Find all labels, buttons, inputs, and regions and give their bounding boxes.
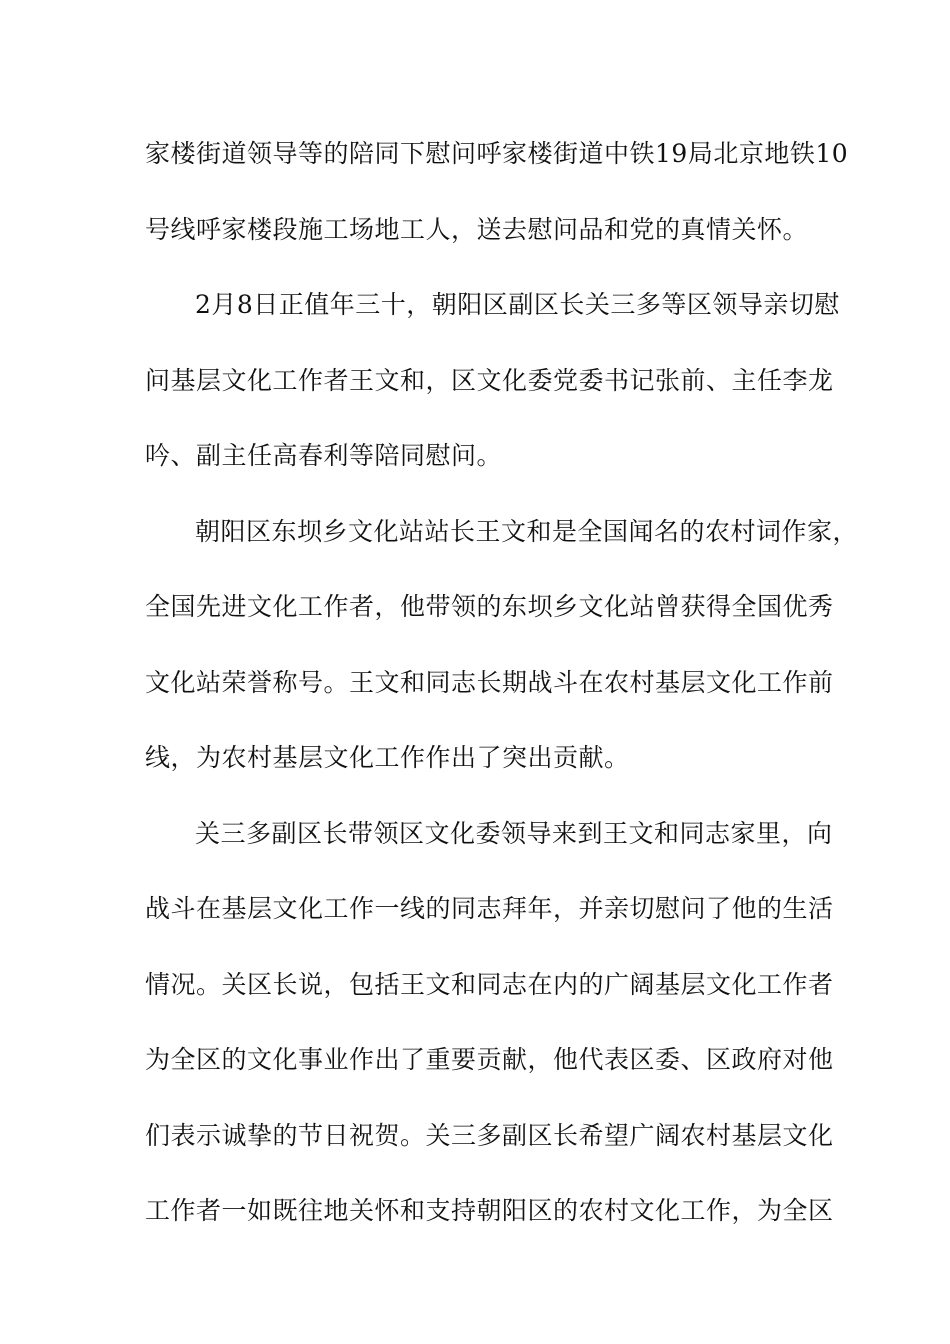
text-line: 情况。关区长说，包括王文和同志在内的广阔基层文化工作者 bbox=[145, 969, 834, 999]
paragraph bbox=[145, 510, 859, 812]
text-line: 问基层文化工作者王文和，区文化委党委书记张前、主任李龙 bbox=[145, 365, 834, 395]
text-line: 文化站荣誉称号。王文和同志长期战斗在农村基层文化工作前 bbox=[145, 667, 834, 697]
text-line: 线，为农村基层文化工作作出了突出贡献。 bbox=[145, 743, 630, 772]
paragraph bbox=[145, 812, 834, 1265]
text-line: 关三多副区长带领区文化委领导来到王文和同志家里，向 bbox=[195, 818, 833, 848]
text-line: 战斗在基层文化工作一线的同志拜年，并亲切慰问了他的生活 bbox=[145, 894, 834, 923]
text-line: 们表示诚挚的节日祝贺。关三多副区长希望广阔农村基层文化 bbox=[145, 1120, 834, 1150]
paragraph bbox=[145, 283, 840, 510]
text-line: 家楼街道领导等的陪同下慰问呼家楼街道中铁19局北京地铁10 bbox=[145, 139, 849, 168]
text-line: 吟、副主任高春利等陪同慰问。 bbox=[145, 441, 503, 470]
text-line: 号线呼家楼段施工场地工人，送去慰问品和党的真情关怀。 bbox=[145, 214, 809, 244]
document-body bbox=[145, 132, 859, 1265]
text-line: 全国先进文化工作者，他带领的东坝乡文化站曾获得全国优秀 bbox=[145, 592, 834, 621]
paragraph bbox=[145, 132, 849, 283]
text-line: 为全区的文化事业作出了重要贡献，他代表区委、区政府对他 bbox=[145, 1045, 834, 1074]
text-line: 2月8日正值年三十，朝阳区副区长关三多等区领导亲切慰 bbox=[195, 290, 840, 319]
text-line: 朝阳区东坝乡文化站站长王文和是全国闻名的农村词作家， bbox=[195, 516, 859, 546]
text-line: 工作者一如既往地关怀和支持朝阳区的农村文化工作，为全区 bbox=[145, 1196, 834, 1225]
